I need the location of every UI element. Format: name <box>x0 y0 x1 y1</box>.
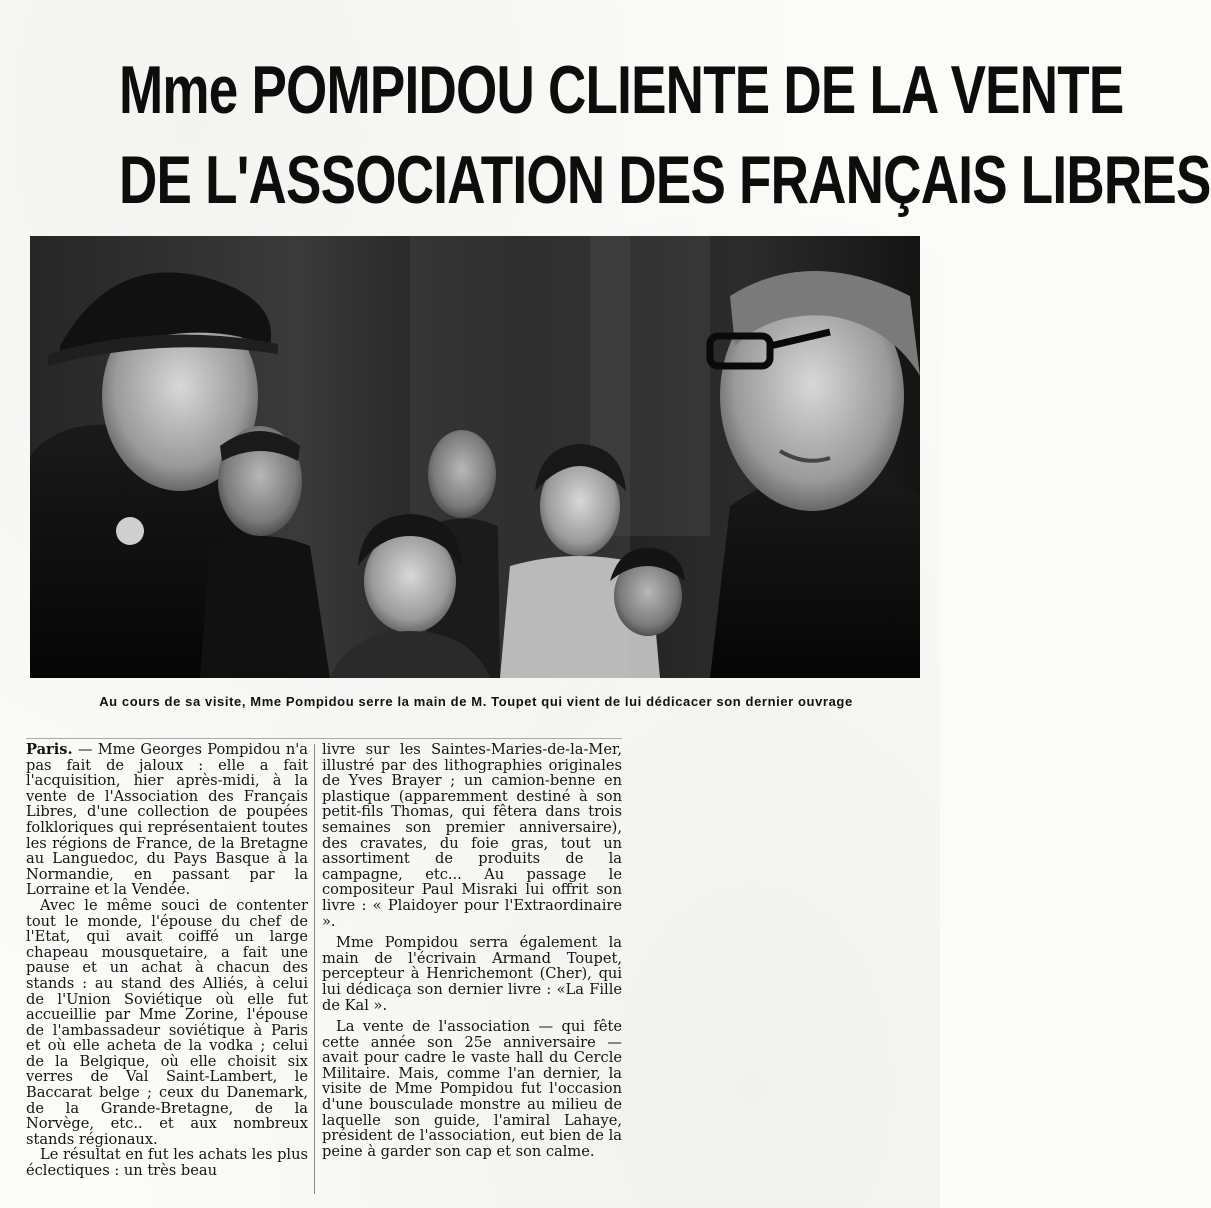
article-paragraph: livre sur les Saintes-Maries-de-la-Mer, illustré par des lithographies originales de Yves Brayer ; un camion-benne en plastique (apparemment destiné à son petit-fils Thomas, qui fêtera dans trois semaines son premier anniversaire), des cravates, du foie gras, tout un assortiment de produits de la campagne, etc... Au passage le compositeur Paul Misraki lui offrit son livre : « Plaidoyer pour l'Extraordinaire ». <box>322 741 622 930</box>
news-photo <box>30 236 920 678</box>
article-paragraph: Le résultat en fut les achats les plus éclectiques : un très beau <box>26 1146 308 1180</box>
article-paragraph: Avec le même souci de contenter tout le monde, l'épouse du chef de l'Etat, qui avait coiffé un large chapeau mousquetaire, a fait une pause et un achat à chacun des stands : au stand des Alliés, à celui de l'Union Soviétique où elle fut accueillie par Mme Zorine, l'épouse de l'ambassadeur soviétique à Paris et où elle acheta de la vodka ; celui de la Belgique, où elle choisit six verres de Val Saint-Lambert, le Baccarat belge ; ceux du Danemark, de la Grande-Bretagne, de la Norvège, etc.. et aux nombreux stands régionaux. <box>26 896 308 1148</box>
headline-line-2: DE L'ASSOCIATION DES FRANÇAIS LIBRES <box>119 142 1211 218</box>
older-man-face <box>428 430 496 518</box>
headline-line-1: Mme POMPIDOU CLIENTE DE LA VENTE <box>119 52 1124 128</box>
photo-caption: Au cours de sa visite, Mme Pompidou serre la main de M. Toupet qui vient de lui dédicacer son dernier ouvrage <box>99 694 853 709</box>
column-divider <box>314 744 315 1194</box>
dateline: Paris. <box>26 741 73 758</box>
article-column-left <box>26 742 308 1179</box>
article-paragraph: Mme Pompidou serra également la main de l'écrivain Armand Toupet, percepteur à Henrichemont (Cher), qui lui dédicaça son dernier livre : «La Fille de Kal ». <box>322 934 622 1014</box>
article-paragraph: Paris. — Mme Georges Pompidou n'a pas fait de jaloux : elle a fait l'acquisition, hier après-midi, à la vente de l'Association des Français Libres, d'une collection de poupées folkloriques qui représentaient toutes les régions de France, de la Bretagne au Languedoc, du Pays Basque à la Normandie, en passant par la Lorraine et la Vendée. <box>26 741 308 899</box>
photo-illustration <box>30 236 920 678</box>
article-column-right <box>322 742 622 1159</box>
column-top-rule <box>26 738 622 739</box>
article-paragraph: La vente de l'association — qui fête cette année son 25e anniversaire — avait pour cadre le vaste hall du Cercle Militaire. Mais, comme l'an dernier, la visite de Mme Pompidou fut l'occasion d'une bousculade monstre au milieu de laquelle son guide, l'amiral Lahaye, président de l'association, eut bien de la peine à garder son cap et son calme. <box>322 1018 622 1160</box>
brooch <box>116 517 144 545</box>
